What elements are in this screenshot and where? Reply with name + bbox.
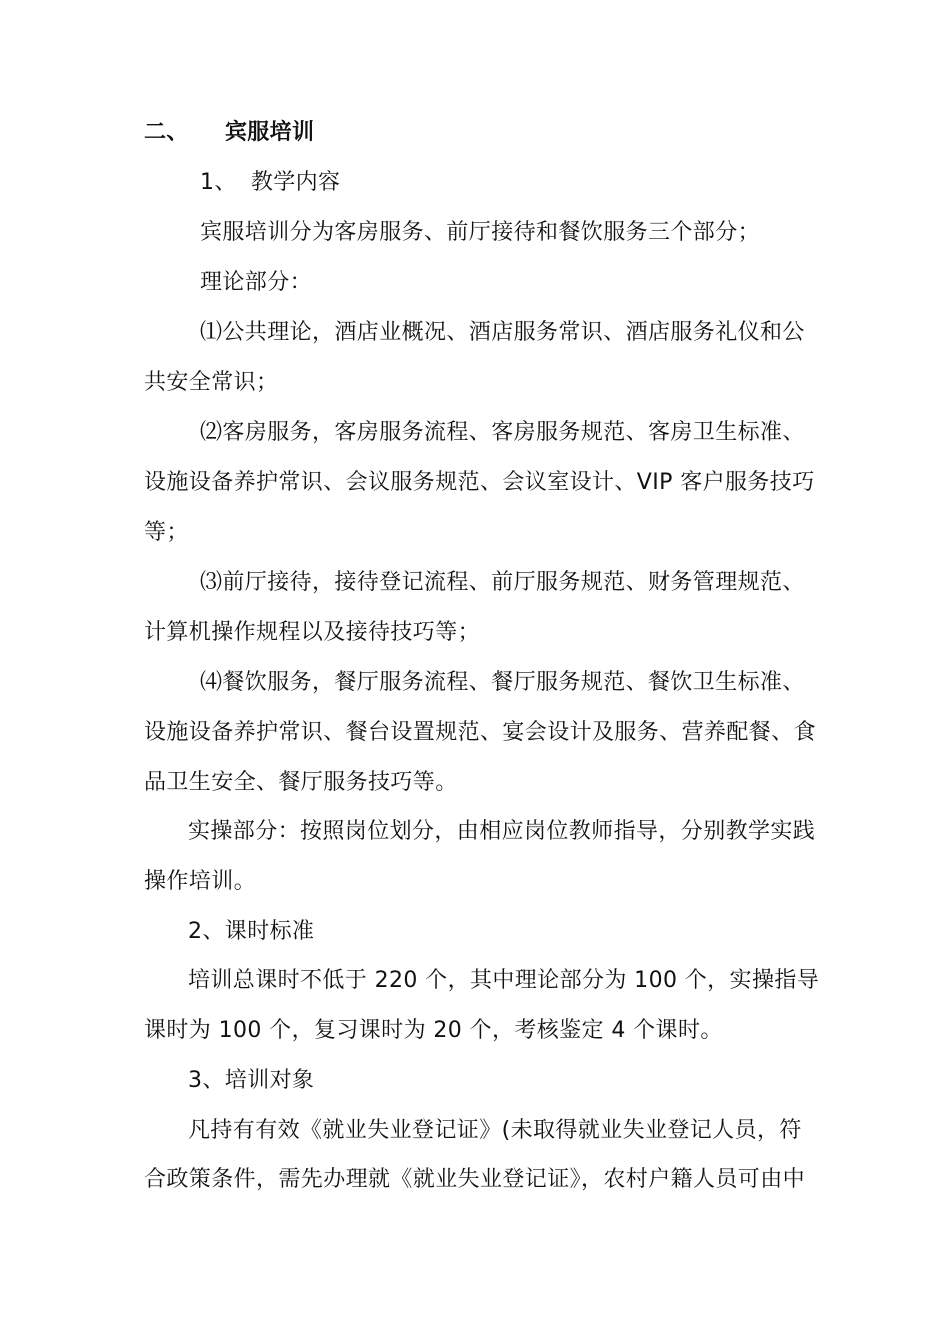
paragraph-line: 培训总课时不低于 220 个，其中理论部分为 100 个，实操指导 [188, 968, 820, 993]
subsection-number: 1、 [200, 170, 237, 195]
paragraph-line: 设施设备养护常识、会议服务规范、会议室设计、VIP 客户服务技巧 [144, 470, 815, 495]
section-title: 宾服培训 [224, 120, 315, 145]
paragraph-line: 实操部分：按照岗位划分，由相应岗位教师指导，分别教学实践 [188, 819, 816, 844]
subsection-heading-3: 3、培训对象 [188, 1068, 315, 1093]
paragraph-line: 理论部分： [200, 270, 313, 295]
subsection-title: 教学内容 [250, 170, 341, 195]
paragraph-line: 操作培训。 [144, 869, 257, 894]
paragraph-line: 品卫生安全、餐厅服务技巧等。 [144, 770, 458, 795]
section-number: 二、 [144, 120, 189, 145]
paragraph-line: 共安全常识； [144, 370, 279, 395]
subsection-heading-2: 2、课时标准 [188, 919, 315, 944]
paragraph-line: 设施设备养护常识、餐台设置规范、宴会设计及服务、营养配餐、食 [144, 720, 817, 745]
paragraph-line: 计算机操作规程以及接待技巧等； [144, 620, 481, 645]
section-heading [144, 118, 314, 148]
paragraph-line: ⑶前厅接待，接待登记流程、前厅服务规范、财务管理规范、 [200, 570, 805, 595]
paragraph-line: 等； [144, 520, 189, 545]
subsection-heading-1 [200, 168, 340, 198]
paragraph-line: ⑷餐饮服务，餐厅服务流程、餐厅服务规范、餐饮卫生标准、 [200, 670, 805, 695]
paragraph-line: ⑴公共理论，酒店业概况、酒店服务常识、酒店服务礼仪和公 [200, 320, 805, 345]
paragraph-line: 合政策条件，需先办理就《就业失业登记证》，农村户籍人员可由中 [144, 1167, 806, 1192]
paragraph-line: 凡持有有效《就业失业登记证》(未取得就业失业登记人员，符 [188, 1118, 802, 1143]
paragraph-line: ⑵客房服务，客房服务流程、客房服务规范、客房卫生标准、 [200, 420, 805, 445]
paragraph-line: 宾服培训分为客房服务、前厅接待和餐饮服务三个部分； [200, 220, 761, 245]
paragraph-line: 课时为 100 个，复习课时为 20 个，考核鉴定 4 个课时。 [144, 1018, 723, 1043]
